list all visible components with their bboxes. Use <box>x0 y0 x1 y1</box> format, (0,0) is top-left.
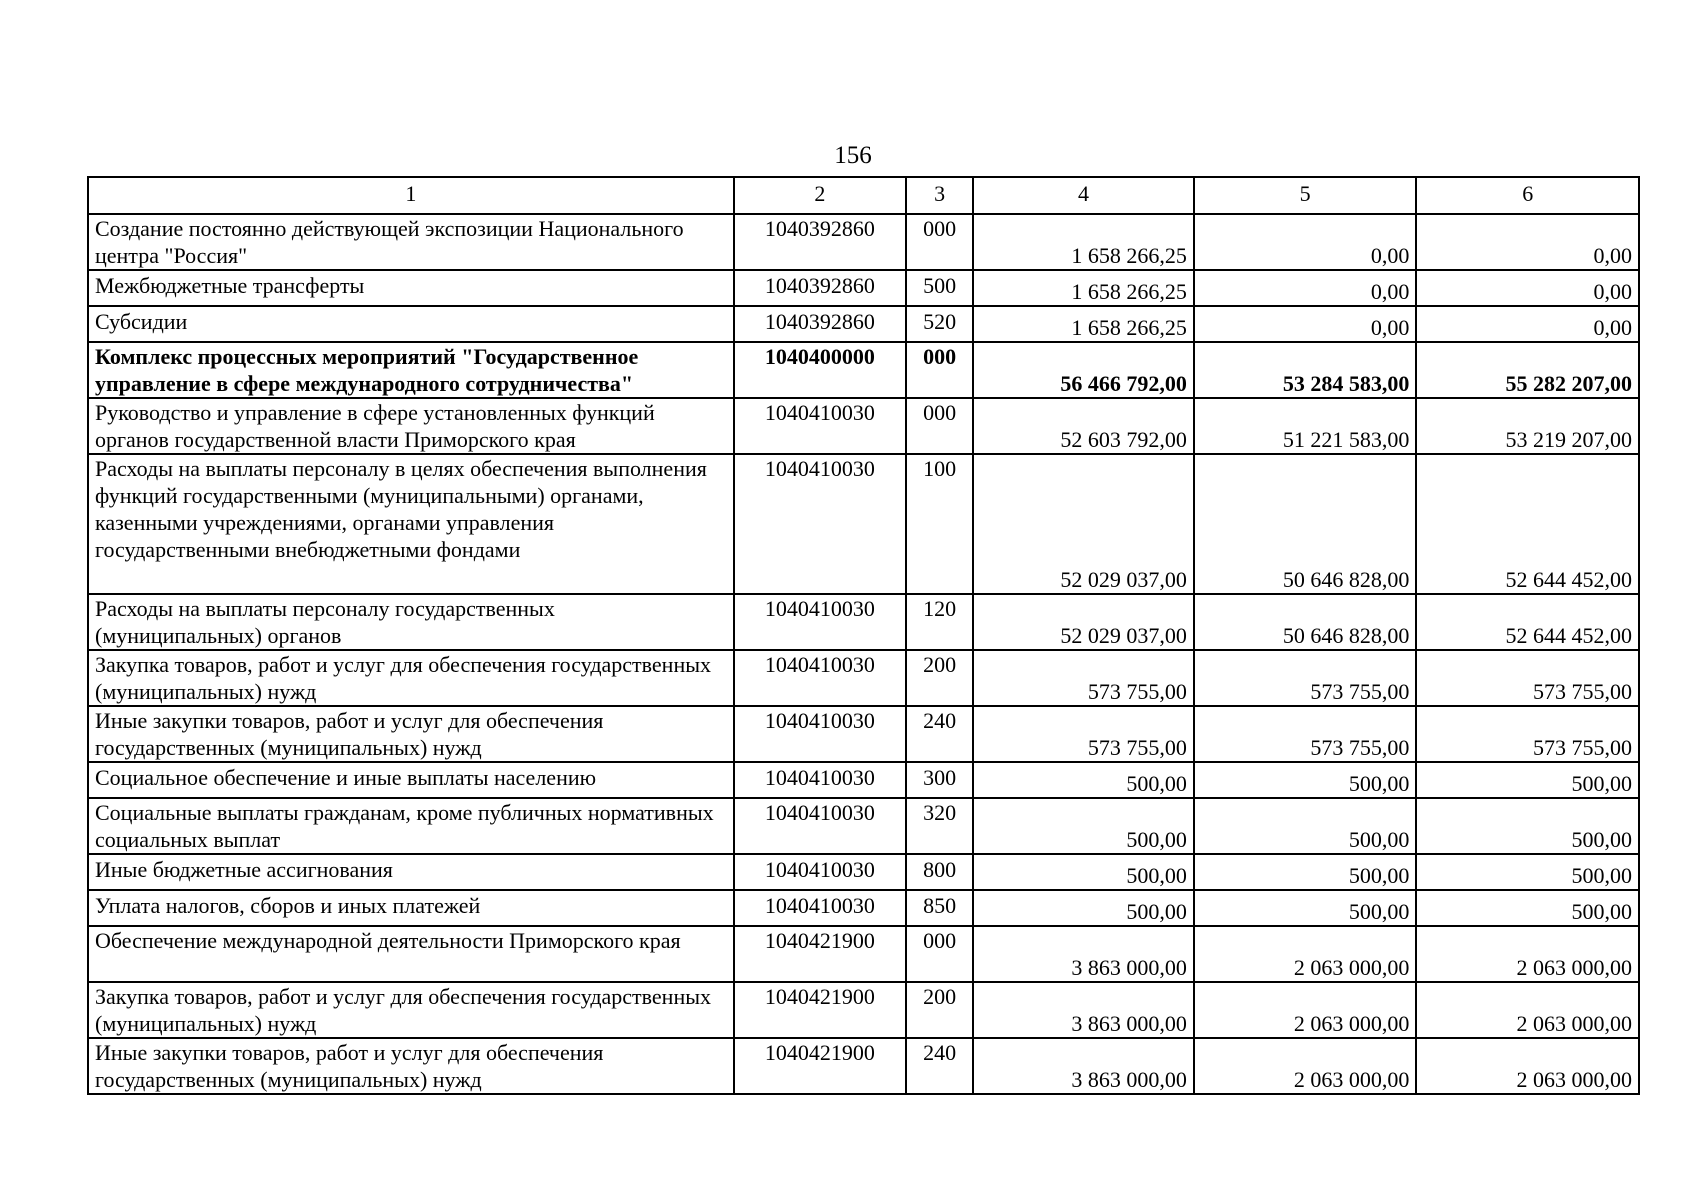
row-code: 1040392860 <box>734 270 906 306</box>
row-sum-col6: 2 063 000,00 <box>1416 926 1639 982</box>
row-type: 200 <box>906 650 973 706</box>
row-sum-col5: 500,00 <box>1194 854 1417 890</box>
row-name: Иные закупки товаров, работ и услуг для обеспечения государственных (муниципальных) нужд <box>88 706 734 762</box>
column-header: 5 <box>1194 177 1417 214</box>
row-sum-col4: 52 603 792,00 <box>973 398 1194 454</box>
table-row <box>88 982 1639 1038</box>
row-type: 320 <box>906 798 973 854</box>
row-name: Создание постоянно действующей экспозиции Национального центра "Россия" <box>88 214 734 270</box>
table-row <box>88 706 1639 762</box>
row-name: Обеспечение международной деятельности Приморского края <box>88 926 734 982</box>
row-sum-col4: 500,00 <box>973 798 1194 854</box>
row-type: 300 <box>906 762 973 798</box>
row-type: 240 <box>906 1038 973 1094</box>
row-sum-col4: 573 755,00 <box>973 650 1194 706</box>
table-row <box>88 306 1639 342</box>
row-type: 000 <box>906 398 973 454</box>
column-header: 3 <box>906 177 973 214</box>
page-number: 156 <box>834 142 872 169</box>
row-name: Комплекс процессных мероприятий "Государственное управление в сфере международного сотрудничества" <box>88 342 734 398</box>
column-header: 2 <box>734 177 906 214</box>
row-type: 200 <box>906 982 973 1038</box>
row-type: 120 <box>906 594 973 650</box>
table-row <box>88 594 1639 650</box>
table-row <box>88 854 1639 890</box>
table-row <box>88 762 1639 798</box>
row-type: 000 <box>906 926 973 982</box>
row-sum-col5: 500,00 <box>1194 798 1417 854</box>
table-row <box>88 398 1639 454</box>
row-name: Социальное обеспечение и иные выплаты населению <box>88 762 734 798</box>
row-code: 1040400000 <box>734 342 906 398</box>
row-name: Закупка товаров, работ и услуг для обеспечения государственных (муниципальных) нужд <box>88 650 734 706</box>
row-sum-col6: 52 644 452,00 <box>1416 594 1639 650</box>
row-sum-col4: 1 658 266,25 <box>973 306 1194 342</box>
column-header: 6 <box>1416 177 1639 214</box>
row-code: 1040410030 <box>734 650 906 706</box>
row-sum-col6: 573 755,00 <box>1416 706 1639 762</box>
row-name: Субсидии <box>88 306 734 342</box>
row-name: Расходы на выплаты персоналу государственных (муниципальных) органов <box>88 594 734 650</box>
row-sum-col6: 0,00 <box>1416 214 1639 270</box>
row-code: 1040410030 <box>734 594 906 650</box>
row-name: Межбюджетные трансферты <box>88 270 734 306</box>
row-sum-col4: 500,00 <box>973 762 1194 798</box>
table-row <box>88 454 1639 594</box>
table-row <box>88 270 1639 306</box>
row-code: 1040392860 <box>734 306 906 342</box>
table-row <box>88 214 1639 270</box>
row-code: 1040410030 <box>734 398 906 454</box>
row-code: 1040410030 <box>734 854 906 890</box>
table-row <box>88 890 1639 926</box>
table-row <box>88 1038 1639 1094</box>
row-name: Закупка товаров, работ и услуг для обеспечения государственных (муниципальных) нужд <box>88 982 734 1038</box>
table-row <box>88 650 1639 706</box>
table-row <box>88 926 1639 982</box>
row-sum-col6: 0,00 <box>1416 270 1639 306</box>
row-type: 000 <box>906 214 973 270</box>
row-code: 1040421900 <box>734 926 906 982</box>
column-header: 1 <box>88 177 734 214</box>
row-sum-col5: 2 063 000,00 <box>1194 1038 1417 1094</box>
row-type: 500 <box>906 270 973 306</box>
row-sum-col4: 1 658 266,25 <box>973 214 1194 270</box>
budget-table <box>87 176 1640 1095</box>
row-code: 1040410030 <box>734 762 906 798</box>
row-sum-col4: 3 863 000,00 <box>973 1038 1194 1094</box>
row-sum-col4: 500,00 <box>973 890 1194 926</box>
row-sum-col6: 2 063 000,00 <box>1416 1038 1639 1094</box>
row-sum-col6: 52 644 452,00 <box>1416 454 1639 594</box>
row-sum-col4: 56 466 792,00 <box>973 342 1194 398</box>
row-type: 000 <box>906 342 973 398</box>
row-sum-col5: 573 755,00 <box>1194 706 1417 762</box>
row-sum-col6: 0,00 <box>1416 306 1639 342</box>
row-code: 1040392860 <box>734 214 906 270</box>
row-type: 800 <box>906 854 973 890</box>
row-name: Расходы на выплаты персоналу в целях обеспечения выполнения функций государственными (муниципальными) органами, казенными учреждениями, органами управления государственными внебюджетными фондами <box>88 454 734 594</box>
row-sum-col5: 2 063 000,00 <box>1194 926 1417 982</box>
row-sum-col4: 1 658 266,25 <box>973 270 1194 306</box>
row-sum-col6: 53 219 207,00 <box>1416 398 1639 454</box>
row-code: 1040421900 <box>734 1038 906 1094</box>
row-type: 850 <box>906 890 973 926</box>
row-sum-col4: 52 029 037,00 <box>973 454 1194 594</box>
row-sum-col5: 50 646 828,00 <box>1194 454 1417 594</box>
row-name: Социальные выплаты гражданам, кроме публичных нормативных социальных выплат <box>88 798 734 854</box>
row-type: 520 <box>906 306 973 342</box>
row-sum-col4: 3 863 000,00 <box>973 926 1194 982</box>
row-name: Иные закупки товаров, работ и услуг для обеспечения государственных (муниципальных) нужд <box>88 1038 734 1094</box>
row-sum-col5: 500,00 <box>1194 762 1417 798</box>
row-sum-col6: 2 063 000,00 <box>1416 982 1639 1038</box>
row-sum-col5: 2 063 000,00 <box>1194 982 1417 1038</box>
row-code: 1040421900 <box>734 982 906 1038</box>
row-sum-col5: 50 646 828,00 <box>1194 594 1417 650</box>
row-sum-col5: 51 221 583,00 <box>1194 398 1417 454</box>
row-name: Руководство и управление в сфере установленных функций органов государственной власти Приморского края <box>88 398 734 454</box>
row-sum-col5: 0,00 <box>1194 270 1417 306</box>
row-sum-col5: 573 755,00 <box>1194 650 1417 706</box>
row-name: Иные бюджетные ассигнования <box>88 854 734 890</box>
row-code: 1040410030 <box>734 798 906 854</box>
row-code: 1040410030 <box>734 706 906 762</box>
table-row-section-total <box>88 342 1639 398</box>
row-name: Уплата налогов, сборов и иных платежей <box>88 890 734 926</box>
table-header-row <box>88 177 1639 214</box>
row-sum-col6: 573 755,00 <box>1416 650 1639 706</box>
row-sum-col4: 52 029 037,00 <box>973 594 1194 650</box>
row-type: 240 <box>906 706 973 762</box>
row-sum-col4: 3 863 000,00 <box>973 982 1194 1038</box>
row-type: 100 <box>906 454 973 594</box>
row-sum-col6: 500,00 <box>1416 854 1639 890</box>
row-code: 1040410030 <box>734 890 906 926</box>
row-sum-col5: 500,00 <box>1194 890 1417 926</box>
row-sum-col5: 53 284 583,00 <box>1194 342 1417 398</box>
row-sum-col6: 500,00 <box>1416 798 1639 854</box>
row-sum-col4: 573 755,00 <box>973 706 1194 762</box>
row-sum-col5: 0,00 <box>1194 214 1417 270</box>
table-row <box>88 798 1639 854</box>
row-sum-col6: 500,00 <box>1416 762 1639 798</box>
row-code: 1040410030 <box>734 454 906 594</box>
row-sum-col6: 55 282 207,00 <box>1416 342 1639 398</box>
row-sum-col4: 500,00 <box>973 854 1194 890</box>
row-sum-col6: 500,00 <box>1416 890 1639 926</box>
row-sum-col5: 0,00 <box>1194 306 1417 342</box>
column-header: 4 <box>973 177 1194 214</box>
